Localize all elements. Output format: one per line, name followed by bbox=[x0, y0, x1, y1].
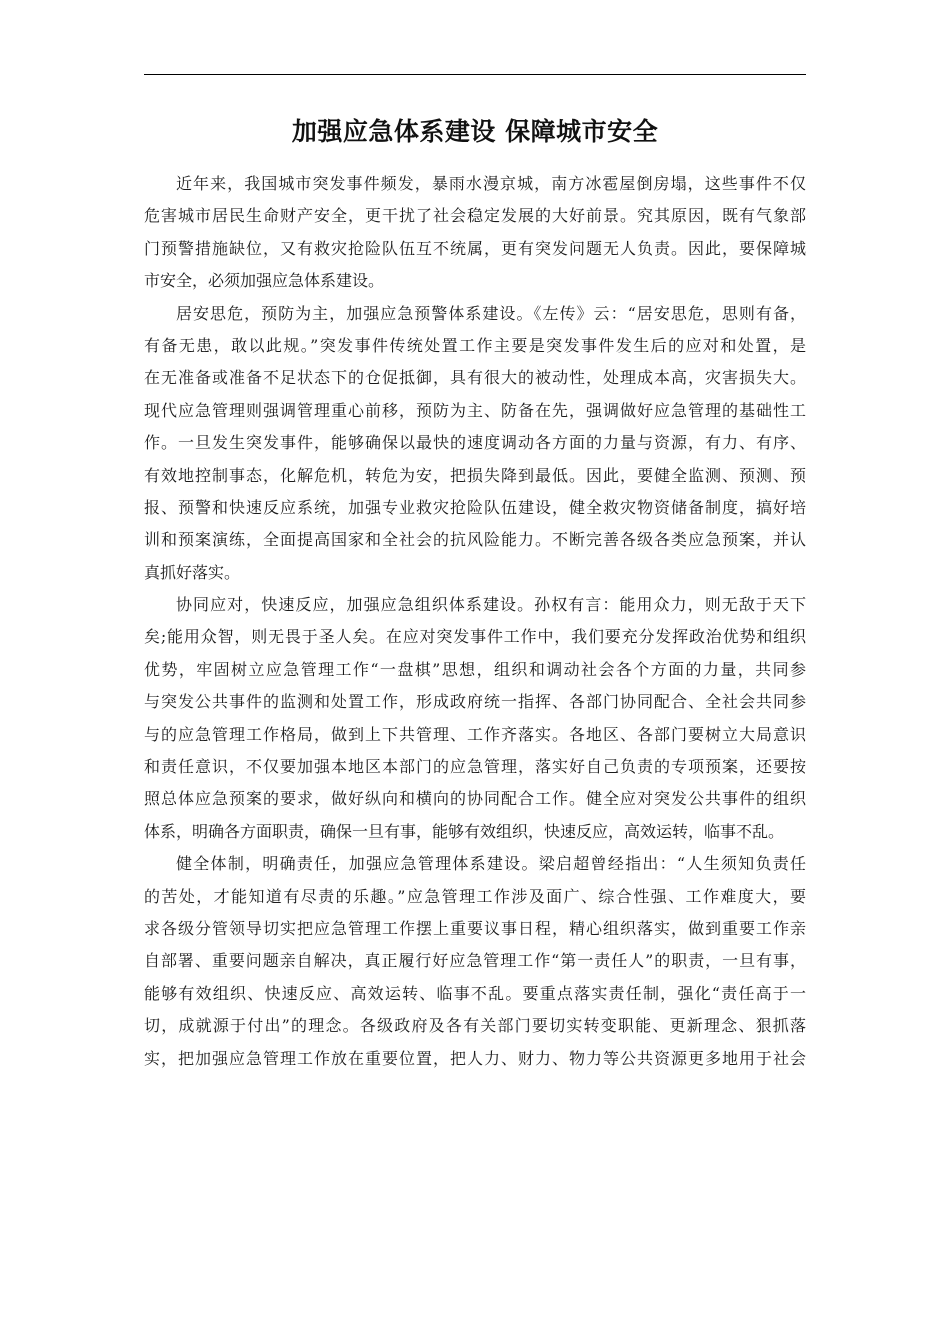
body-paragraph bbox=[144, 168, 806, 298]
body-paragraph bbox=[144, 848, 806, 1075]
paragraph-line: 协同应对，快速反应，加强应急组织体系建设。孙权有言：能用众力，则无敌于天下 bbox=[176, 595, 806, 615]
paragraph-line: 切，成就源于付出”的理念。各级政府及各有关部门要切实转变职能、更新理念、狠抓落 bbox=[144, 1016, 806, 1036]
paragraph-line: 居安思危，预防为主，加强应急预警体系建设。《左传》云：“居安思危，思则有备， bbox=[176, 303, 806, 323]
body-paragraph bbox=[144, 298, 806, 590]
paragraph-line: 和责任意识，不仅要加强本地区本部门的应急管理，落实好自己负责的专项预案，还要按 bbox=[144, 757, 806, 777]
document-title: 加强应急体系建设 保障城市安全 bbox=[291, 117, 659, 146]
paragraph-line: 危害城市居民生命财产安全，更干扰了社会稳定发展的大好前景。究其原因，既有气象部 bbox=[144, 206, 806, 226]
paragraph-line: 作。一旦发生突发事件，能够确保以最快的速度调动各方面的力量与资源，有力、有序、 bbox=[144, 433, 806, 453]
body-paragraph bbox=[144, 589, 806, 848]
header-rule bbox=[144, 74, 806, 75]
paragraph-line: 真抓好落实。 bbox=[144, 562, 241, 582]
paragraph-line: 体系，明确各方面职责，确保一旦有事，能够有效组织，快速反应，高效运转，临事不乱。 bbox=[144, 821, 785, 841]
paragraph-line: 在无准备或准备不足状态下的仓促抵御，具有很大的被动性，处理成本高，灾害损失大。 bbox=[144, 368, 806, 388]
paragraph-line: 近年来，我国城市突发事件频发，暴雨水漫京城，南方冰雹屋倒房塌，这些事件不仅 bbox=[176, 174, 806, 193]
paragraph-line: 自部署、重要问题亲自解决，真正履行好应急管理工作“第一责任人”的职责，一旦有事， bbox=[144, 951, 806, 971]
paragraph-line: 的苦处，才能知道有尽责的乐趣。”应急管理工作涉及面广、综合性强、工作难度大，要 bbox=[144, 886, 806, 906]
paragraph-line: 门预警措施缺位，又有救灾抢险队伍互不统属，更有突发问题无人负责。因此，要保障城 bbox=[144, 238, 806, 258]
paragraph-line: 矣;能用众智，则无畏于圣人矣。在应对突发事件工作中，我们要充分发挥政治优势和组织 bbox=[144, 627, 806, 647]
document-body bbox=[144, 168, 806, 1075]
paragraph-line: 能够有效组织、快速反应、高效运转、临事不乱。要重点落实责任制，强化“责任高于一 bbox=[144, 983, 806, 1003]
paragraph-line: 与突发公共事件的监测和处置工作，形成政府统一指挥、各部门协同配合、全社会共同参 bbox=[144, 692, 806, 712]
paragraph-line: 有效地控制事态，化解危机，转危为安，把损失降到最低。因此，要健全监测、预测、预 bbox=[144, 465, 806, 485]
paragraph-line: 求各级分管领导切实把应急管理工作摆上重要议事日程，精心组织落实，做到重要工作亲 bbox=[144, 918, 806, 938]
paragraph-line: 健全体制，明确责任，加强应急管理体系建设。梁启超曾经指出：“人生须知负责任 bbox=[176, 854, 806, 874]
paragraph-line: 市安全，必须加强应急体系建设。 bbox=[144, 271, 385, 291]
paragraph-line: 有备无患，敢以此规。”突发事件传统处置工作主要是突发事件发生后的应对和处置，是 bbox=[144, 335, 806, 355]
paragraph-line: 训和预案演练，全面提高国家和全社会的抗风险能力。不断完善各级各类应急预案，并认 bbox=[144, 530, 806, 550]
paragraph-line: 优势，牢固树立应急管理工作“一盘棋”思想，组织和调动社会各个方面的力量，共同参 bbox=[144, 659, 806, 679]
paragraph-line: 实，把加强应急管理工作放在重要位置，把人力、财力、物力等公共资源更多地用于社会 bbox=[144, 1048, 806, 1068]
paragraph-line: 报、预警和快速反应系统，加强专业救灾抢险队伍建设，健全救灾物资储备制度，搞好培 bbox=[144, 497, 806, 517]
paragraph-line: 照总体应急预案的要求，做好纵向和横向的协同配合工作。健全应对突发公共事件的组织 bbox=[144, 789, 806, 809]
paragraph-line: 与的应急管理工作格局，做到上下共管理、工作齐落实。各地区、各部门要树立大局意识 bbox=[144, 724, 806, 744]
paragraph-line: 现代应急管理则强调管理重心前移，预防为主、防备在先，强调做好应急管理的基础性工 bbox=[144, 400, 806, 420]
